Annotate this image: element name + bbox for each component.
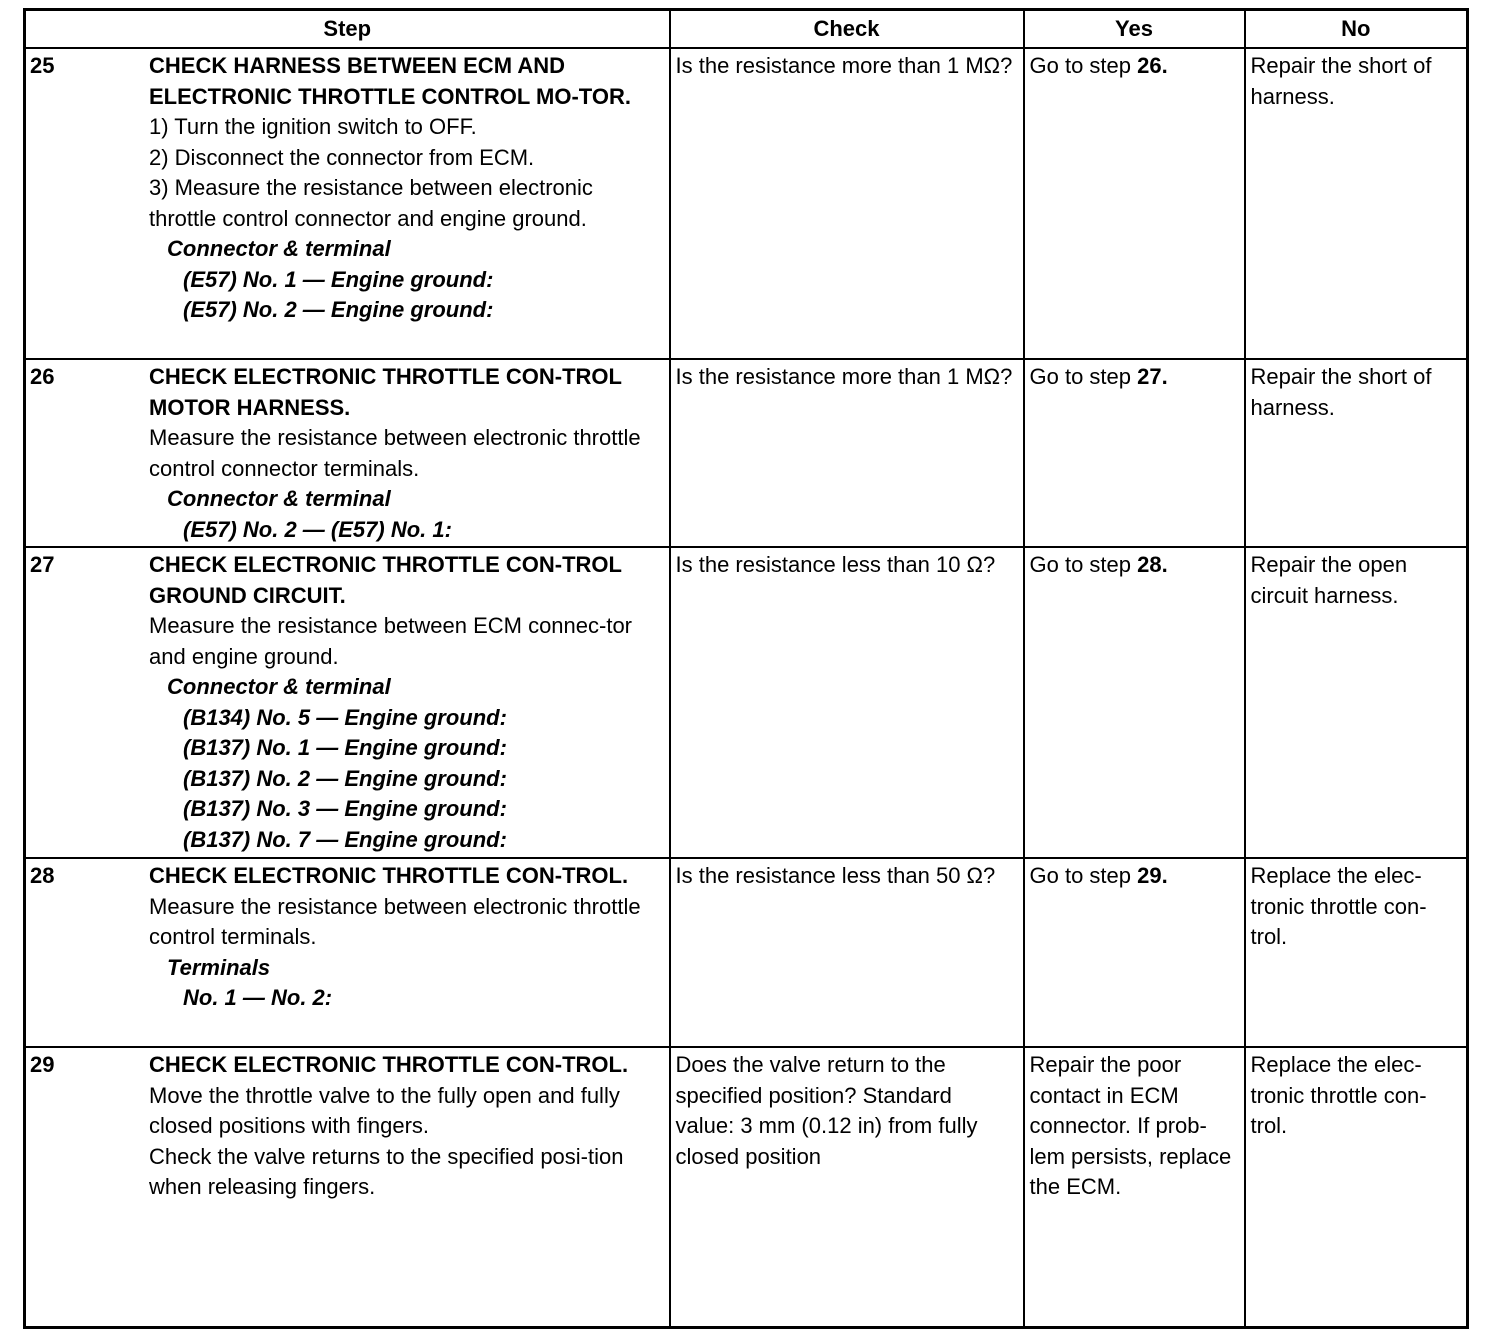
yes-step-number: 26. (1137, 53, 1168, 78)
no-text: Repair the short of harness. (1250, 53, 1432, 109)
yes-step-number: 27. (1137, 364, 1168, 389)
yes-prefix: Repair the poor contact in ECM connector. If prob-lem persists, replace the ECM. (1029, 1052, 1232, 1199)
terminal-item: (E57) No. 2 — Engine ground: (183, 297, 494, 322)
terminal-item: (B137) No. 7 — Engine ground: (183, 826, 507, 852)
step-number: 25 (30, 53, 55, 78)
step-header: Step (25, 10, 670, 49)
check-text: Is the resistance less than 10 Ω? (675, 552, 996, 577)
no-text: Repair the short of harness. (1250, 364, 1432, 420)
yes-prefix: Go to step (1029, 552, 1138, 577)
step-instruction: 2) Disconnect the connector from ECM. (149, 144, 535, 170)
yes-header: Yes (1024, 10, 1245, 49)
step-cell (25, 858, 670, 1047)
check-text: Is the resistance more than 1 MΩ? (675, 364, 1013, 389)
yes-text (1025, 49, 1244, 82)
check-text: Is the resistance more than 1 MΩ? (675, 53, 1013, 78)
terminal-item: (B137) No. 2 — Engine ground: (183, 765, 507, 791)
table-row (25, 48, 1468, 359)
step-number: 28 (30, 863, 55, 888)
terminal-item: No. 1 — No. 2: (183, 985, 333, 1010)
check-text: Is the resistance less than 50 Ω? (675, 863, 996, 888)
check-text: Does the valve return to the specified position? Standard value: 3 mm (0.12 in) from fully closed position (675, 1052, 978, 1169)
step-title: CHECK HARNESS BETWEEN ECM AND ELECTRONIC THROTTLE CONTROL MO-TOR. (149, 53, 631, 109)
no-cell (1245, 1047, 1468, 1327)
step-instruction: Move the throttle valve to the fully open and fully closed positions with fingers. (149, 1082, 620, 1138)
terminal-item: (E57) No. 2 — (E57) No. 1: (183, 516, 452, 542)
yes-text (1025, 859, 1244, 892)
step-number: 26 (30, 364, 55, 389)
check-cell (670, 858, 1024, 1047)
table-row (25, 547, 1468, 858)
check-cell (670, 547, 1024, 858)
step-title: CHECK ELECTRONIC THROTTLE CON-TROL. (149, 863, 629, 888)
step-instruction: 3) Measure the resistance between electronic throttle control connector and engine ground. (149, 175, 593, 231)
step-instruction: 1) Turn the ignition switch to OFF. (149, 114, 477, 139)
terminal-item: (E57) No. 1 — Engine ground: (183, 266, 494, 292)
header-row (25, 10, 1468, 49)
sub-heading: Terminals (167, 954, 271, 980)
table-row (25, 1047, 1468, 1327)
step-cell (25, 547, 670, 858)
step-instruction: Measure the resistance between ECM connec-tor and engine ground. (149, 613, 633, 669)
sub-heading: Connector & terminal (167, 674, 391, 699)
table-row (25, 858, 1468, 1047)
yes-prefix: Go to step (1029, 863, 1138, 888)
yes-text (1025, 1048, 1244, 1203)
no-text: Replace the elec-tronic throttle con-trol. (1250, 1052, 1427, 1138)
diagnostic-table (23, 8, 1469, 1329)
no-cell (1245, 858, 1468, 1047)
yes-prefix: Go to step (1029, 53, 1138, 78)
yes-cell (1024, 359, 1245, 547)
step-instruction: Measure the resistance between electronic throttle control terminals. (149, 893, 641, 949)
step-instruction: Check the valve returns to the specified posi-tion when releasing fingers. (149, 1143, 624, 1199)
yes-cell (1024, 48, 1245, 359)
terminal-item: (B137) No. 3 — Engine ground: (183, 796, 507, 821)
yes-cell (1024, 547, 1245, 858)
terminal-item: (B137) No. 1 — Engine ground: (183, 735, 507, 760)
step-cell (25, 1047, 670, 1327)
step-title: CHECK ELECTRONIC THROTTLE CON-TROL MOTOR HARNESS. (149, 364, 622, 420)
terminal-item: (B134) No. 5 — Engine ground: (183, 704, 507, 730)
yes-step-number: 29. (1137, 863, 1168, 888)
step-title: CHECK ELECTRONIC THROTTLE CON-TROL. (149, 1052, 629, 1077)
no-text: Replace the elec-tronic throttle con-trol. (1250, 863, 1427, 949)
no-cell (1245, 359, 1468, 547)
sub-heading: Connector & terminal (167, 236, 391, 261)
no-text: Repair the open circuit harness. (1250, 552, 1408, 608)
yes-prefix: Go to step (1029, 364, 1138, 389)
step-cell (25, 359, 670, 547)
yes-text (1025, 360, 1244, 393)
step-number: 29 (30, 1052, 55, 1077)
step-title: CHECK ELECTRONIC THROTTLE CON-TROL GROUND CIRCUIT. (149, 552, 622, 608)
sub-heading: Connector & terminal (167, 486, 391, 511)
yes-text (1025, 548, 1244, 581)
no-cell (1245, 48, 1468, 359)
step-cell (25, 48, 670, 359)
yes-cell (1024, 1047, 1245, 1327)
yes-step-number: 28. (1137, 552, 1168, 577)
check-cell (670, 359, 1024, 547)
check-cell (670, 1047, 1024, 1327)
no-cell (1245, 547, 1468, 858)
no-header: No (1245, 10, 1468, 49)
check-header: Check (670, 10, 1024, 49)
step-instruction: Measure the resistance between electronic throttle control connector terminals. (149, 425, 641, 481)
table-row (25, 359, 1468, 547)
yes-cell (1024, 858, 1245, 1047)
check-cell (670, 48, 1024, 359)
step-number: 27 (30, 552, 55, 577)
